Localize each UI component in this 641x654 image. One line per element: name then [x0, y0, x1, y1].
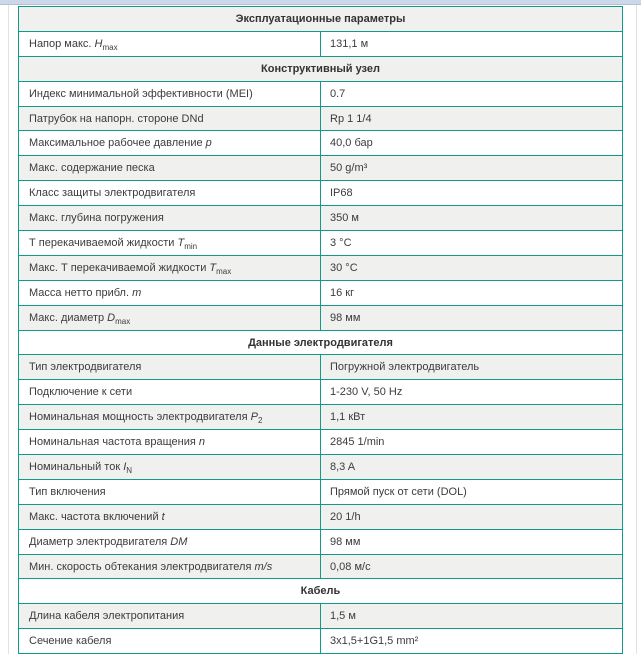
section-header-row: [19, 7, 623, 32]
param-label: Напор макс. $H_{max}$: [19, 31, 321, 56]
param-value: 98 мм: [321, 305, 623, 330]
param-label: Патрубок на напорн. стороне DNd: [19, 106, 321, 131]
param-label: Класс защиты электродвигателя: [19, 181, 321, 206]
param-label: Т перекачиваемой жидкости $T_{min}$: [19, 231, 321, 256]
param-label: Длина кабеля электропитания: [19, 604, 321, 629]
param-value: 30 °C: [321, 255, 623, 280]
param-value: Погружной электродвигатель: [321, 355, 623, 380]
table-row: [19, 305, 623, 330]
table-row: [19, 231, 623, 256]
top-accent-bar: [0, 0, 641, 5]
section-title: Кабель: [19, 579, 623, 604]
table-row: [19, 131, 623, 156]
section-title: Данные электродвигателя: [19, 330, 623, 355]
section-header-row: [19, 579, 623, 604]
param-value: Прямой пуск от сети (DOL): [321, 479, 623, 504]
section-header-row: [19, 330, 623, 355]
table-row: [19, 455, 623, 480]
param-value: 0.7: [321, 81, 623, 106]
section-title: Эксплуатационные параметры: [19, 7, 623, 32]
param-value: 0,08 м/с: [321, 554, 623, 579]
table-row: [19, 181, 623, 206]
table-row: [19, 255, 623, 280]
table-row: [19, 529, 623, 554]
table-row: [19, 106, 623, 131]
param-value: 350 м: [321, 206, 623, 231]
spec-table-body: [19, 7, 623, 654]
table-row: [19, 355, 623, 380]
param-label: Номинальная частота вращения n: [19, 430, 321, 455]
param-label: Индекс минимальной эффективности (MEI): [19, 81, 321, 106]
param-value: 3 °C: [321, 231, 623, 256]
param-label: Макс. содержание песка: [19, 156, 321, 181]
section-title: Конструктивный узел: [19, 56, 623, 81]
table-row: [19, 81, 623, 106]
param-value: 2845 1/min: [321, 430, 623, 455]
param-value: 16 кг: [321, 280, 623, 305]
param-label: Подключение к сети: [19, 380, 321, 405]
param-label: Макс. глубина погружения: [19, 206, 321, 231]
param-label: Сечение кабеля: [19, 629, 321, 654]
param-value: 98 мм: [321, 529, 623, 554]
param-label: Масса нетто прибл. m: [19, 280, 321, 305]
param-value: 1,5 м: [321, 604, 623, 629]
table-row: [19, 479, 623, 504]
param-value: 50 g/m³: [321, 156, 623, 181]
param-label: Мин. скорость обтекания электродвигателя m/s: [19, 554, 321, 579]
param-value: IP68: [321, 181, 623, 206]
table-row: [19, 31, 623, 56]
table-row: [19, 554, 623, 579]
param-label: Максимальное рабочее давление p: [19, 131, 321, 156]
param-label: Макс. Т перекачиваемой жидкости $T_{max}$: [19, 255, 321, 280]
param-value: 1,1 кВт: [321, 405, 623, 430]
param-label: Диаметр электродвигателя DM: [19, 529, 321, 554]
table-row: [19, 280, 623, 305]
param-value: 40,0 бар: [321, 131, 623, 156]
param-value: 8,3 A: [321, 455, 623, 480]
table-row: [19, 430, 623, 455]
param-value: 131,1 м: [321, 31, 623, 56]
table-row: [19, 405, 623, 430]
left-panel-divider: [8, 5, 9, 654]
param-value: 1-230 V, 50 Hz: [321, 380, 623, 405]
param-label: Макс. диаметр $D_{max}$: [19, 305, 321, 330]
table-row: [19, 604, 623, 629]
param-label: Тип электродвигателя: [19, 355, 321, 380]
param-label: Номинальный ток $I_N$: [19, 455, 321, 480]
param-label: Тип включения: [19, 479, 321, 504]
spec-table-container: [18, 6, 623, 654]
param-value: 20 1/h: [321, 504, 623, 529]
table-row: [19, 156, 623, 181]
table-row: [19, 206, 623, 231]
table-row: [19, 380, 623, 405]
right-panel-divider: [636, 5, 637, 654]
param-label: Макс. частота включений t: [19, 504, 321, 529]
param-label: Номинальная мощность электродвигателя $P_2$: [19, 405, 321, 430]
table-row: [19, 504, 623, 529]
param-value: Rp 1 1/4: [321, 106, 623, 131]
section-header-row: [19, 56, 623, 81]
table-row: [19, 629, 623, 654]
spec-table: [18, 6, 623, 654]
param-value: 3x1,5+1G1,5 mm²: [321, 629, 623, 654]
